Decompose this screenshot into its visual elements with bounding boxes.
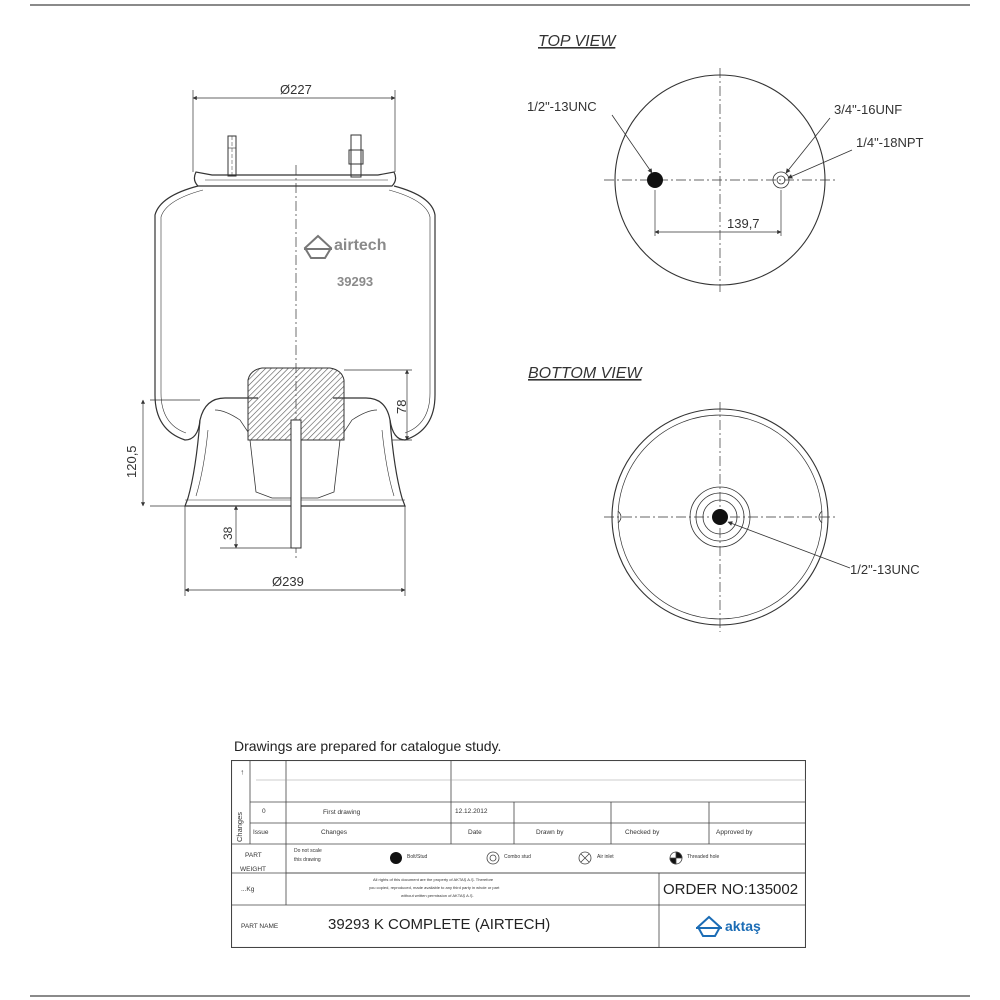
- col-changes: Changes: [321, 829, 348, 836]
- bottom-view: [604, 402, 850, 632]
- dim-height: [143, 400, 200, 506]
- rights-line-1: All rights of this document are the property of AKTAŞ A.Ş. Therefore: [373, 877, 494, 882]
- rev-date: 12.12.2012: [455, 808, 488, 815]
- catalogue-note: Drawings are prepared for catalogue study.: [234, 738, 502, 754]
- top-left-stud: [228, 136, 236, 176]
- dim-spacing: [655, 190, 781, 236]
- part-mark: 39293: [337, 274, 374, 289]
- company-name: aktaş: [725, 918, 761, 934]
- title-block: [231, 760, 806, 948]
- col-issue: Issue: [253, 829, 269, 836]
- bottom-border-rule: [30, 995, 970, 997]
- order-number: ORDER NO:135002: [663, 881, 799, 898]
- bottom-view-title: BOTTOM VIEW: [528, 365, 642, 382]
- top-view: [604, 68, 852, 292]
- top-plate: [194, 172, 395, 186]
- part-name: 39293 K COMPLETE (AIRTECH): [328, 916, 551, 933]
- col-approved-by: Approved by: [716, 829, 753, 836]
- bottom-thread-label: 1/2"-13UNC: [850, 562, 920, 577]
- rights-line-2: you copied, reproduced, made available to any third party in whole or part: [369, 885, 500, 890]
- dim-top-diameter: [193, 90, 395, 172]
- dim-top-diameter-label: Ø227: [280, 82, 312, 97]
- thread-right-label: 3/4"-16UNF: [834, 102, 903, 117]
- legend-bolt-symbol: [390, 852, 402, 864]
- top-right-stud: [349, 135, 363, 177]
- weight-label: WEIGHT: [240, 866, 266, 873]
- bottom-stud-symbol: [712, 509, 728, 525]
- airtech-logo: [304, 236, 332, 258]
- side-view: [143, 90, 435, 596]
- thread-left-label: 1/2"-13UNC: [527, 99, 597, 114]
- legend-threaded-symbol: [670, 852, 682, 864]
- dim-spacing-label: 139,7: [727, 216, 760, 231]
- dim-bottom-diameter-label: Ø239: [272, 574, 304, 589]
- scale-note-1: Do not scale: [294, 848, 322, 854]
- dim-stud-label: 38: [221, 526, 235, 540]
- legend-air-symbol: [579, 852, 591, 864]
- rights-line-3: without written permission of AKTAŞ A.Ş.: [401, 893, 474, 898]
- legend-threaded-label: Threaded hole: [687, 854, 720, 860]
- thread-port-label: 1/4"-18NPT: [856, 135, 924, 150]
- rev-number: 0: [262, 808, 266, 815]
- brand-mark: airtech: [334, 237, 387, 254]
- legend-bolt-label: Bolt/Stud: [407, 854, 428, 860]
- revision-arrow: →: [236, 768, 246, 777]
- part-name-label: PART NAME: [241, 923, 279, 930]
- dim-piston-label: 78: [394, 399, 409, 414]
- aktas-logo: [696, 917, 722, 936]
- top-left-stud-symbol: [647, 172, 663, 188]
- part-label: PART: [245, 852, 262, 859]
- scale-note-2: this drawing: [294, 857, 321, 863]
- top-view-title: TOP VIEW: [538, 33, 616, 50]
- legend-combo-symbol: [487, 852, 499, 864]
- col-checked-by: Checked by: [625, 829, 660, 836]
- weight-unit: ...Kg: [241, 886, 255, 893]
- legend-air-label: Air inlet: [597, 854, 614, 860]
- col-drawn-by: Drawn by: [536, 829, 564, 836]
- dim-height-label: 120,5: [124, 445, 139, 478]
- col-date: Date: [468, 829, 482, 836]
- bottom-stud: [291, 420, 301, 548]
- legend-combo-label: Combo stud: [504, 854, 531, 860]
- rev-description: First drawing: [323, 809, 361, 816]
- changes-label: Changes: [235, 811, 244, 842]
